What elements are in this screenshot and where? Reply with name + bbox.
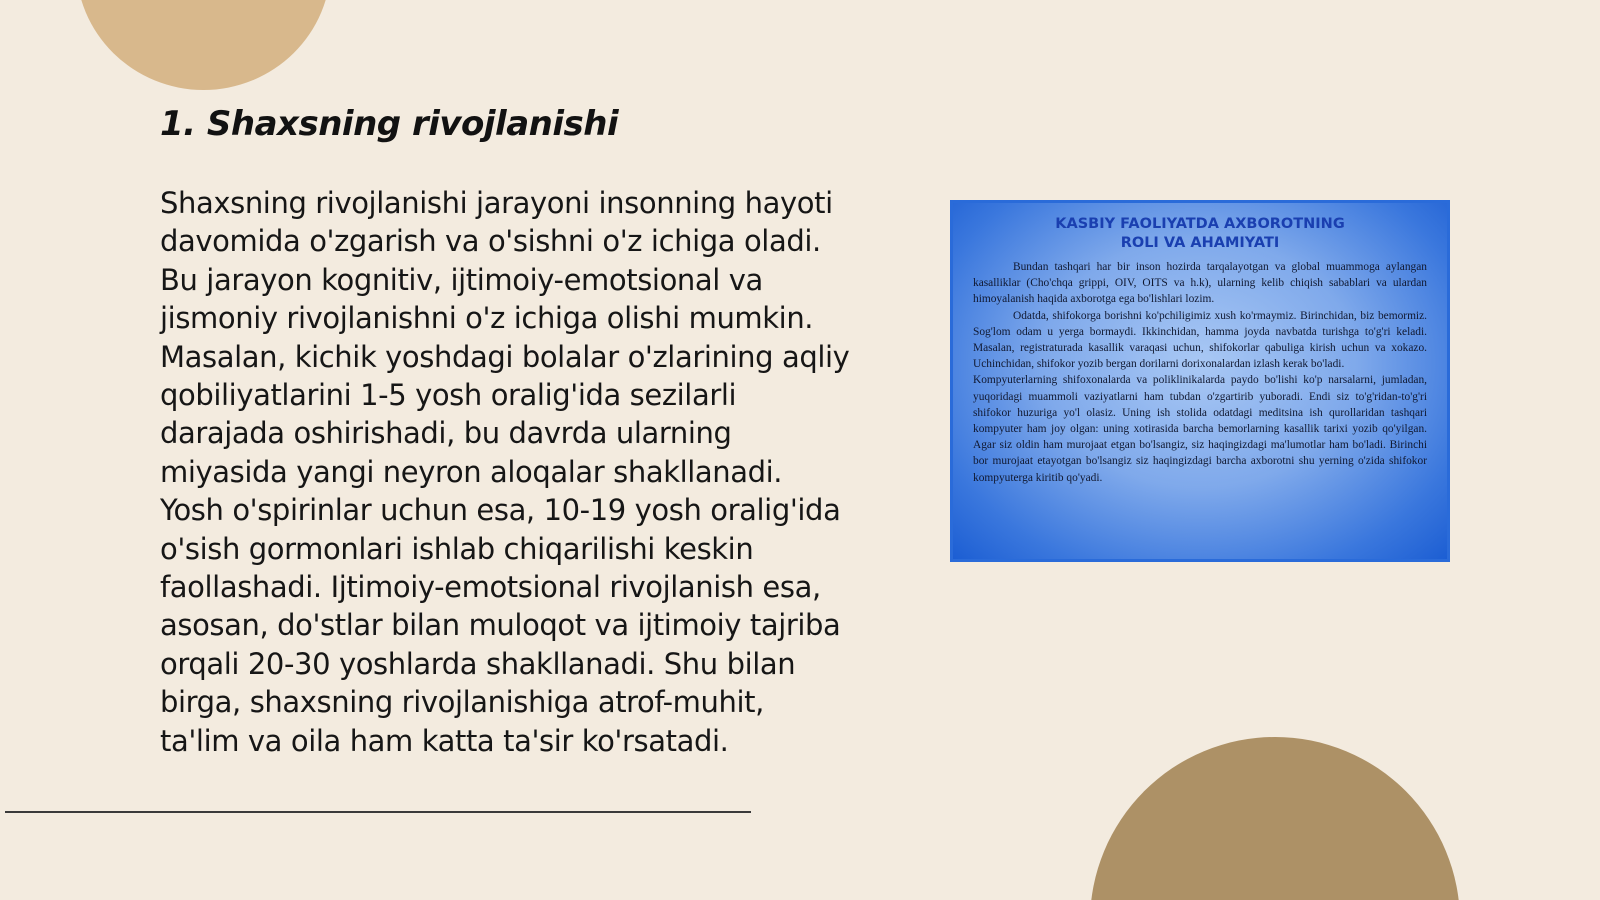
document-paragraph: Odatda, shifokorga borishni ko'pchiligimiz xush ko'rmaymiz. Birinchidan, biz bemormiz. Sog'lom odam u yerga bormaydi. Ikkinchidan, hamma joyda navbatda turishga to'g'ri keladi. Masalan, registraturada kasallik varaqasi uchun, shifokorlar qabuliga kirish uchun va xokazo. Uchinchidan, shifokor yozib bergan dorilarni dorixonalardan izlash kerak bo'ladi. [973, 309, 1427, 371]
slide-body-text: Shaxsning rivojlanishi jarayoni insonning hayoti davomida o'zgarish va o'sishni o'z ichiga oladi. Bu jarayon kognitiv, ijtimoiy-emotsional va jismoniy rivojlanishni o'z ichiga olishi mumkin. Masalan, kichik yoshdagi bolalar o'zlarining aqliy qobiliyatlarini 1-5 yosh oralig'ida sezilarli darajada oshirishadi, bu davrda ularning miyasida yangi neyron aloqalar shakllanadi. Yosh o'spirinlar uchun esa, 10-19 yosh oralig'ida o'sish gormonlari ishlab chiqarilishi keskin faollashadi. Ijtimoiy-emotsional rivojlanish esa, asosan, do'stlar bilan muloqot va ijtimoiy tajriba orqali 20-30 yoshlarda shakllanadi. Shu bilan birga, shaxsning rivojlanishiga atrof-muhit, ta'lim va oila ham katta ta'sir ko'rsatadi. [160, 186, 850, 758]
document-heading [973, 215, 1427, 253]
document-paragraph: Kompyuterlarning shifoxonalarda va poliklinikalarda paydo bo'lishi ko'p narsalarni, jumladan, yuqoridagi muammoli vaziyatlarni ham tubdan o'zgartirib yuboradi. Endi siz to'g'ridan-to'g'ri shifokor huzuriga yo'l olasiz. Uning ish stolida odatdagi meditsina ish qurollaridan tashqari kompyuter ham joy olgan: uning xotirasida barcha bemorlarning kasallik tarixi yozib qo'yilgan. Agar siz oldin ham murojaat etgan bo'lsangiz, siz haqingizdagi ma'lumotlar ham bo'ladi. Birinchi bor murojaat etayotgan bo'lsangiz siz haqingizdagi barcha axborotni shu yerning o'zida shifokor kompyuterga kiritib qo'yadi. [973, 374, 1427, 484]
divider-line [5, 811, 751, 813]
decorative-circle-top [76, 0, 331, 90]
document-heading-line-2: ROLI VA AHAMIYATI [1120, 235, 1280, 251]
document-scan-image [950, 200, 1450, 562]
document-heading-line-1: KASBIY FAOLIYATDA AXBOROTNING [1055, 216, 1345, 232]
slide-title: 1. Shaxsning rivojlanishi [160, 104, 619, 144]
decorative-circle-bottom [1090, 737, 1460, 900]
document-paragraph: Bundan tashqari har bir inson hozirda tarqalayotgan va global muammoga aylangan kasalliklar (Cho'chqa grippi, OIV, OITS va h.k), ularning kelib chiqish sabablari va ulardan himoyalanish haqida axborotga ega bo'lishlari lozim. [973, 261, 1427, 306]
